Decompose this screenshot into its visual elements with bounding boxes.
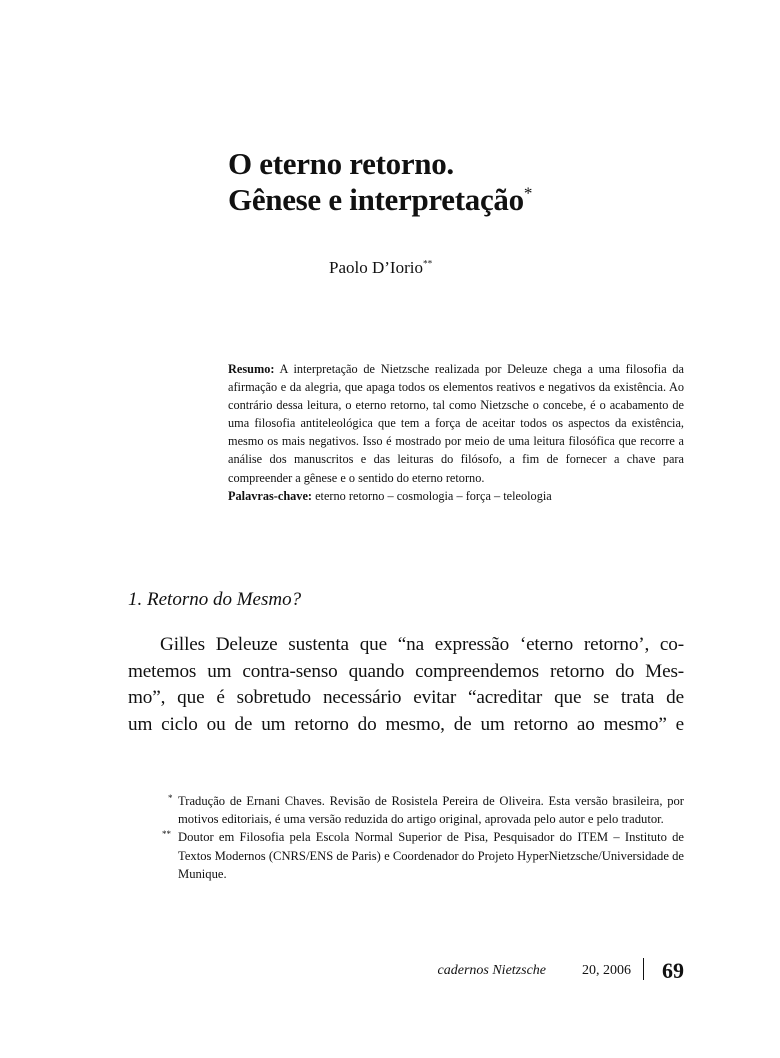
body-line-1: Gilles Deleuze sustenta que “na expressão ‘eterno retorno’, co-	[160, 634, 684, 655]
footnote-1-mark: *	[168, 793, 173, 803]
title-line-1: O eterno retorno.	[228, 146, 454, 181]
abstract-paragraph	[228, 360, 684, 487]
footnote-2-mark: **	[162, 829, 171, 840]
abstract-block	[228, 360, 684, 505]
author-footnote-mark: **	[422, 259, 433, 270]
body-line-2: metemos um contra-senso quando compreendemos retorno do Mes-	[128, 660, 684, 682]
page-number: 69	[662, 958, 684, 983]
keywords-paragraph	[228, 487, 684, 505]
footer-journal: cadernos Nietzsche	[437, 963, 546, 978]
section-heading: 1. Retorno do Mesmo?	[128, 589, 302, 610]
title-footnote-mark: *	[523, 183, 533, 203]
body-line-3: mo”, que é sobretudo necessário evitar “acreditar que se trata de	[128, 687, 684, 708]
page-footer	[400, 958, 684, 986]
keywords-text: eterno retorno – cosmologia – força – teleologia	[315, 488, 552, 503]
keywords-label: Palavras-chave:	[228, 488, 313, 503]
footnote-1-text: Tradução de Ernani Chaves. Revisão de Rosistela Pereira de Oliveira. Esta versão brasileira, por motivos editoriais, é uma versão reduzida do artigo original, aprovada pelo autor e pelo tradutor.	[178, 794, 684, 827]
body-line-4: um ciclo ou de um retorno do mesmo, de um retorno ao mesmo” e	[128, 713, 684, 735]
footnote-2-text: Doutor em Filosofia pela Escola Normal Superior de Pisa, Pesquisador do ITEM – Instituto de Textos Modernos (CNRS/ENS de Paris) e Coordenador do Projeto HyperNietzsche/Universidade de Munique.	[178, 830, 684, 881]
footer-divider	[643, 958, 645, 980]
abstract-label: Resumo:	[228, 362, 275, 376]
footnotes	[162, 792, 684, 883]
title-line-2	[228, 182, 708, 218]
footnote-2	[162, 828, 684, 883]
article-title	[228, 146, 708, 218]
title-line-2-text: Gênese e interpretação	[228, 182, 524, 217]
author-text: Paolo D’Iorio	[329, 258, 423, 277]
author-name	[329, 258, 432, 278]
footnote-1	[168, 792, 684, 828]
footer-issue: 20, 2006	[582, 963, 631, 978]
body-paragraph	[128, 632, 684, 738]
abstract-text: A interpretação de Nietzsche realizada por Deleuze chega a uma filosofia da afirmação e da alegria, que apaga todos os elementos reativos e negativos da existência. Ao contrário dessa leitura, o eterno retorno, tal como Nietzsche o concebe, é o acabamento de uma filosofia antiteleológica que tem a força de aceitar todos os aspectos da existência, mesmo os mais negativos. Isso é mostrado por meio de uma leitura filosófica que recorre a análise dos manuscritos e das leituras do filósofo, a fim de fornecer a chave para compreender a gênese e o sentido do eterno retorno.	[228, 362, 684, 485]
